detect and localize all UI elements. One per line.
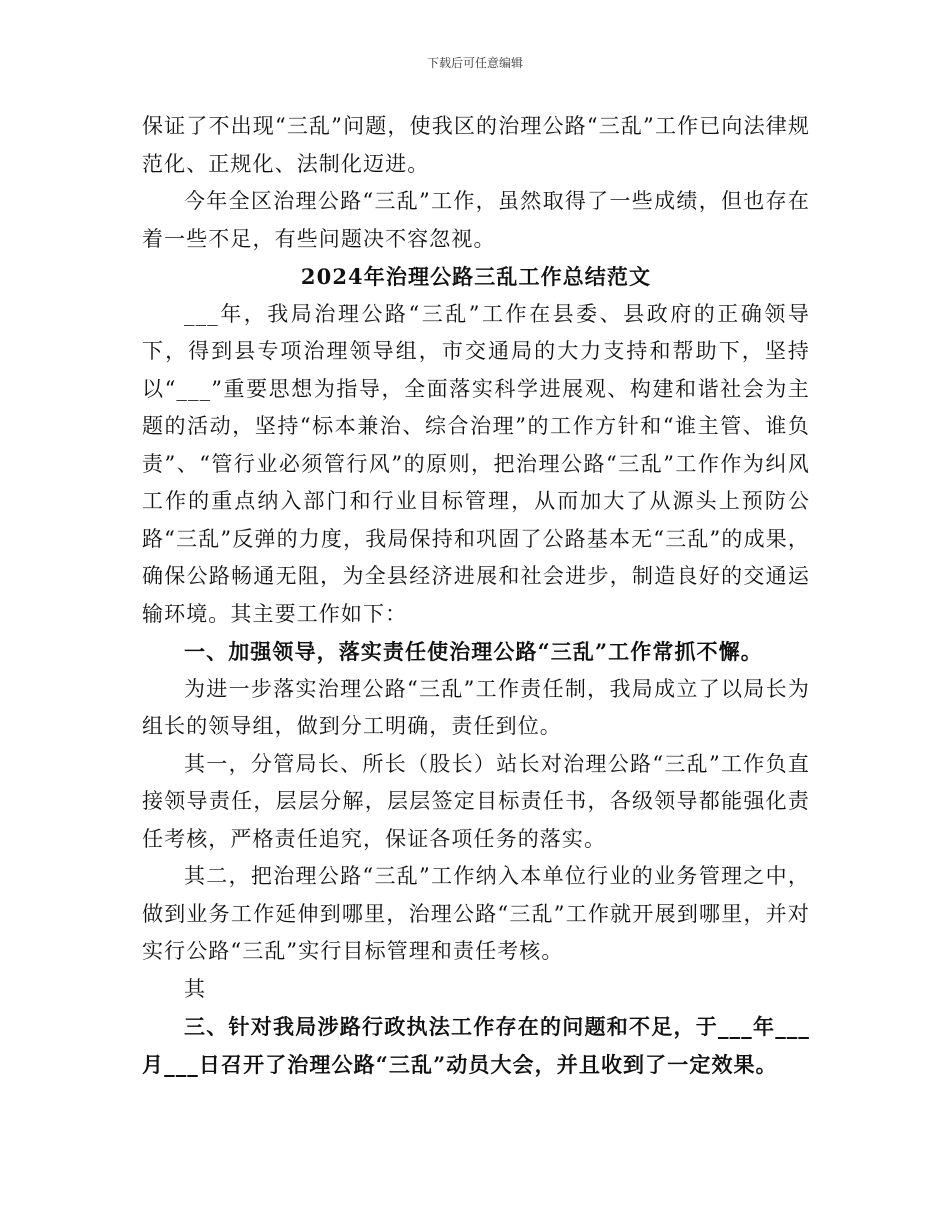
paragraph: 其: [184, 976, 207, 1001]
paragraph: 其二，把治理公路“三乱”工作纳入本单位行业的业务管理之中，做到业务工作延伸到哪里，治理公路“三乱”工作就开展到哪里，并对实行公路“三乱”实行目标管理和责任考核。: [142, 864, 810, 963]
paragraph: 保证了不出现“三乱”问题，使我区的治理公路“三乱”工作已向法律规范化、正规化、法制化迈进。: [142, 114, 810, 176]
document-body: [142, 108, 810, 1083]
page-header: 下载后可任意编辑: [426, 56, 523, 70]
paragraph: ___年，我局治理公路“三乱”工作在县委、县政府的正确领导下，得到县专项治理领导组，市交通局的大力支持和帮助下，坚持以“___”重要思想为指导，全面落实科学进展观、构建和谐社会为主题的活动，坚持“标本兼治、综合治理”的工作方针和“谁主管、谁负责”、“管行业必须管行风”的原则，把治理公路“三乱”工作作为纠风工作的重点纳入部门和行业目标管理，从而加大了从源头上预防公路“三乱”反弹的力度，我局保持和巩固了公路基本无“三乱”的成果，确保公路畅通无阻，为全县经济进展和社会进步，制造良好的交通运输环境。其主要工作如下：: [142, 301, 810, 626]
paragraph: 其一，分管局长、所长（股长）站长对治理公路“三乱”工作负直接领导责任，层层分解，层层签定目标责任书，各级领导都能强化责任考核，严格责任追究，保证各项任务的落实。: [142, 751, 810, 851]
section-heading: 三、针对我局涉路行政执法工作存在的问题和不足，于___年___月___日召开了治理公路“三乱”动员大会，并且收到了一定效果。: [142, 1014, 810, 1077]
document-title: 2024年治理公路三乱工作总结范文: [300, 264, 652, 289]
paragraph: 为进一步落实治理公路“三乱”工作责任制，我局成立了以局长为组长的领导组，做到分工明确，责任到位。: [142, 676, 810, 738]
paragraph: 今年全区治理公路“三乱”工作，虽然取得了一些成绩，但也存在着一些不足，有些问题决不容忽视。: [142, 189, 810, 251]
section-heading: 一、加强领导，落实责任使治理公路“三乱”工作常抓不懈。: [184, 639, 763, 664]
